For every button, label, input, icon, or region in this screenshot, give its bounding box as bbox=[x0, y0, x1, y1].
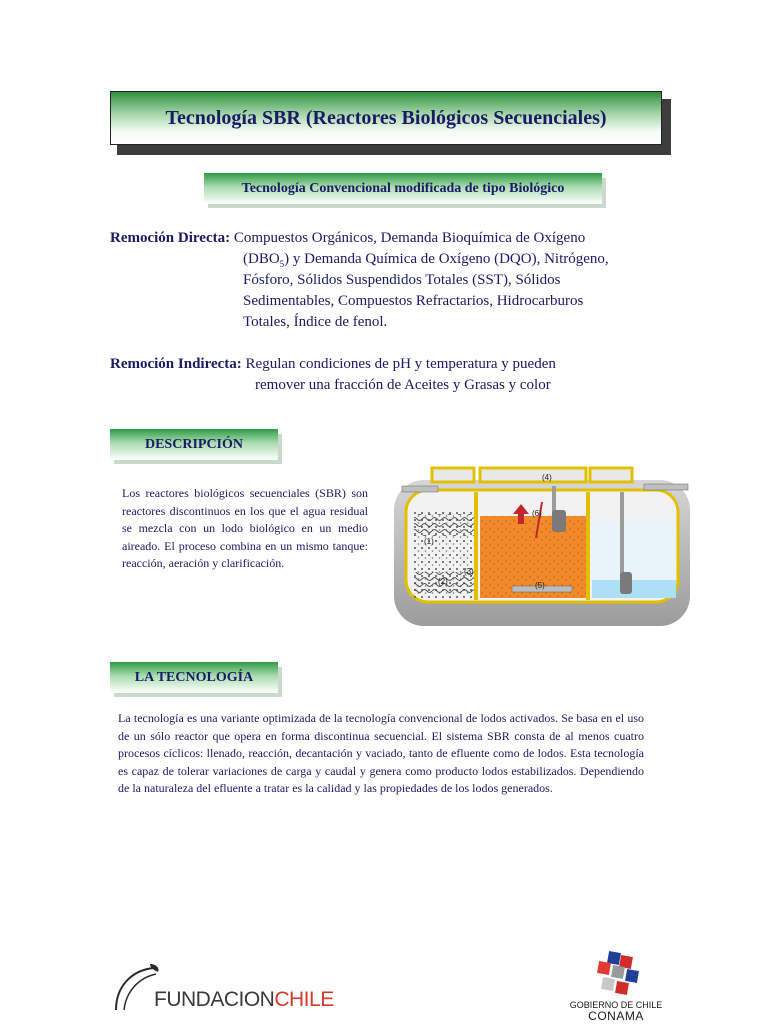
manhole-3 bbox=[590, 468, 632, 482]
remocion-indirecta-line-2: remover una fracción de Aceites y Grasas y color bbox=[255, 377, 551, 393]
fundacion-chile-wordmark bbox=[154, 988, 334, 1012]
fundacion-chile-logo bbox=[110, 962, 334, 1018]
outlet-pipe bbox=[644, 484, 688, 490]
sbr-tank-diagram bbox=[392, 462, 694, 628]
clear-water-bottom bbox=[592, 580, 676, 598]
tecnologia-heading-text: LA TECNOLOGÍA bbox=[134, 669, 254, 685]
fundacion-word: FUNDACION bbox=[154, 988, 275, 1011]
diagram-label-2: (2) bbox=[438, 577, 448, 586]
diagram-label-5: (5) bbox=[535, 581, 545, 590]
diagram-label-3: (3) bbox=[464, 567, 474, 576]
descripcion-heading-text: DESCRIPCIÓN bbox=[144, 436, 243, 452]
conama-text: CONAMA bbox=[588, 1009, 644, 1023]
divider-wall-2 bbox=[586, 492, 590, 600]
remocion-directa-line-5: Totales, Índice de fenol. bbox=[243, 314, 388, 330]
media-bed-top bbox=[414, 514, 474, 536]
diagram-label-6: (6) bbox=[532, 509, 542, 518]
descripcion-text: Los reactores biológicos secuenciales (SBR) son reactores discontinuos en los que el agua residual se mezcla con un lodo biológico en un medio aireado. El proceso combina en un mismo tanque: reacción, aeración y clarificación. bbox=[122, 486, 368, 571]
manhole-2 bbox=[480, 468, 586, 482]
remocion-indirecta-row-1 bbox=[110, 354, 556, 375]
divider-wall-1 bbox=[474, 492, 478, 600]
tecnologia-text: La tecnología es una variante optimizada de la tecnología convencional de lodos activados. Se basa en el uso de un sólo reactor que opera en forma discontinua secuencial. El sistema SBR consta de al menos cuatro procesos cíclicos: llenado, reacción, decantación y vaciado, tanto de efluente como de lodos. Esta tecnología es capaz de tolerar variaciones de carga y caudal y genera como producto lodos estabilizados. Dependiendo de la naturaleza del efluente a tratar es la calidad y las propiedades de los lodos generados. bbox=[118, 711, 644, 796]
remocion-directa-line-2b: ) y Demanda Química de Oxígeno (DQO), Nitrógeno, bbox=[284, 251, 609, 267]
remocion-indirecta-label: Remoción Indirecta: bbox=[110, 356, 242, 372]
remocion-directa-line-1: Compuestos Orgánicos, Demanda Bioquímica de Oxígeno bbox=[233, 230, 586, 246]
inlet-pipe bbox=[402, 486, 438, 492]
remocion-directa-line-3: Fósforo, Sólidos Suspendidos Totales (SST), Sólidos bbox=[243, 272, 561, 288]
remocion-directa-line-4: Sedimentables, Compuestos Refractarios, Hidrocarburos bbox=[243, 293, 584, 309]
diagram-label-4: (4) bbox=[542, 473, 552, 482]
pump-2 bbox=[620, 572, 632, 594]
page-title: Tecnología SBR (Reactores Biológicos Secuenciales) bbox=[165, 106, 607, 129]
reactor-sludge bbox=[480, 516, 586, 598]
remocion-directa-subscript: 5 bbox=[279, 259, 285, 269]
manhole-1 bbox=[432, 468, 474, 482]
pump-1 bbox=[552, 510, 566, 532]
subtitle: Tecnología Convencional modificada de tipo Biológico bbox=[241, 180, 565, 196]
subtitle-banner bbox=[204, 173, 602, 204]
gobierno-chile-emblem-icon bbox=[588, 950, 644, 998]
gobierno-de-chile-text: GOBIERNO DE CHILE bbox=[569, 1000, 663, 1010]
tecnologia-heading bbox=[110, 662, 278, 693]
remocion-directa-label: Remoción Directa: bbox=[110, 230, 231, 246]
remocion-directa-row-1 bbox=[110, 228, 585, 249]
descripcion-heading bbox=[110, 429, 278, 460]
remocion-indirecta-line-1: Regulan condiciones de pH y temperatura y pueden bbox=[245, 356, 556, 372]
remocion-directa-line-2a: (DBO bbox=[243, 251, 280, 267]
gobierno-chile-conama-logo bbox=[566, 950, 666, 1022]
title-banner bbox=[110, 91, 662, 145]
chile-word: CHILE bbox=[274, 988, 334, 1011]
diagram-label-1: (1) bbox=[424, 537, 434, 546]
